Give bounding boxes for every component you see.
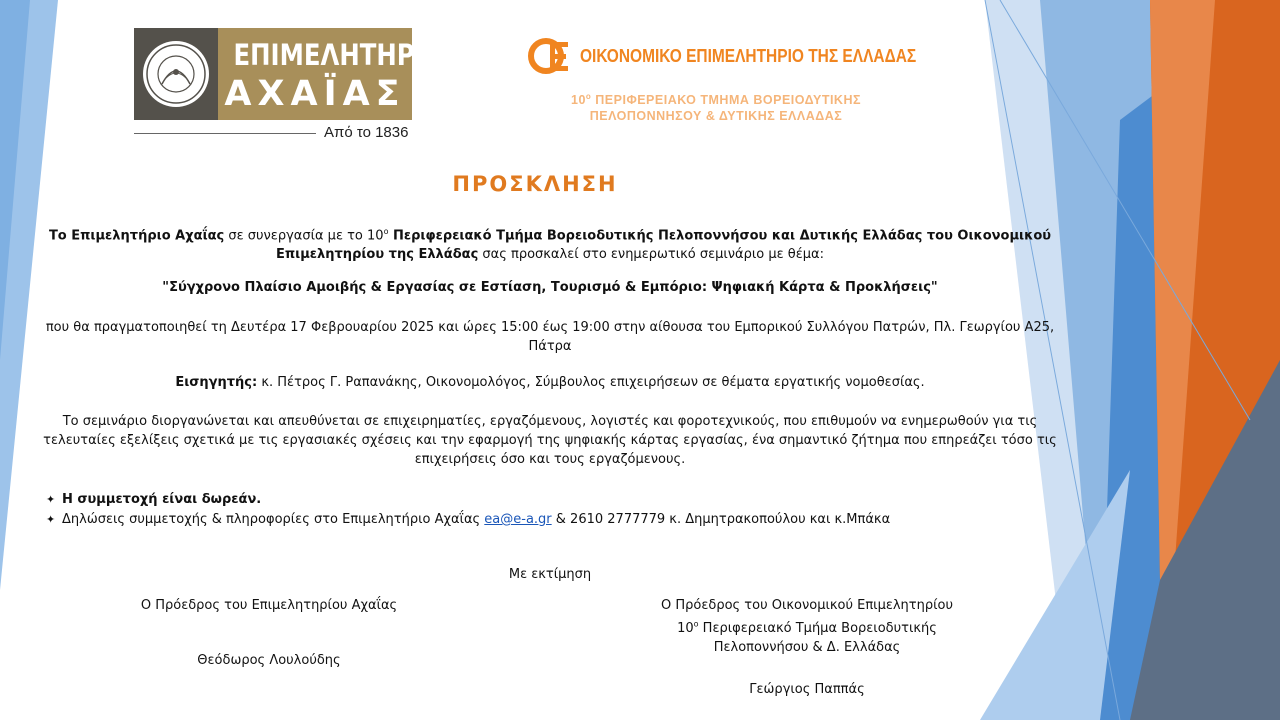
speaker-text: κ. Πέτρος Γ. Ραπανάκης, Οικονομολόγος, Σύμβουλος επιχειρήσεων σε θέματα εργατικής νομοθεσίας. — [257, 375, 925, 390]
signature-left — [84, 596, 454, 670]
oee-logo — [526, 34, 917, 126]
intro-bold-2: Περιφερειακό Τμήμα Βορειοδυτικής Πελοποννήσου και Δυτικής Ελλάδας του Οικονομικού Επιμελητηρίου της Ελλάδας — [276, 228, 1052, 263]
bullet-icon: ✦ — [46, 493, 56, 506]
sig-right-rest: Περιφερειακό Τμήμα Βορειοδυτικής — [698, 621, 937, 637]
oee-sub-sup: ο — [585, 92, 592, 101]
oee-sub-line1 — [526, 92, 906, 107]
invitation-heading: ΠΡΟΣΚΛΗΣΗ — [452, 172, 618, 196]
sig-right-role3: Πελοποννήσου & Δ. Ελλάδας — [713, 640, 901, 656]
intro-text-1: σε συνεργασία με το 10 — [224, 228, 384, 244]
sig-right-num: 10 — [677, 621, 694, 637]
oee-sub-num: 10 — [571, 93, 586, 108]
logo-name-line1: ΕΠΙΜΕΛΗΤΗΡΙΟ — [233, 38, 445, 72]
speaker-label: Εισηγητής: — [175, 375, 258, 390]
closing-text: Με εκτίμηση — [508, 567, 592, 582]
intro-text-2: σας προσκαλεί στο ενημερωτικό σεμινάριο με θέμα: — [478, 247, 824, 263]
bullet-icon: ✦ — [46, 513, 56, 526]
oee-sub-rest: ΠΕΡΙΦΕΡΕΙΑΚΟ ΤΜΗΜΑ ΒΟΡΕΙΟΔΥΤΙΚΗΣ — [591, 93, 861, 108]
event-details: που θα πραγματοποιηθεί τη Δευτέρα 17 Φεβρουαρίου 2025 και ώρες 15:00 έως 19:00 στην αίθουσα του Εμπορικού Συλλόγου Πατρών, Πλ. Γεωργίου Α25, Πάτρα — [45, 320, 1055, 354]
sig-right-sup: ο — [693, 620, 699, 629]
oee-title: ΟΙΚΟΝΟΜΙΚΟ ΕΠΙΜΕΛΗΤΗΡΙΟ ΤΗΣ ΕΛΛΑΔΑΣ — [580, 46, 917, 66]
registration-pre: Δηλώσεις συμμετοχής & πληροφορίες στο Επιμελητήριο Αχαΐας — [62, 512, 485, 527]
logo-since: Από το 1836 — [324, 124, 409, 141]
intro-paragraph — [40, 222, 1060, 264]
name-box — [218, 28, 445, 120]
sig-right-name: Γεώργιος Παππάς — [749, 682, 865, 698]
seminar-topic — [40, 278, 1060, 297]
email-link[interactable]: ea@e-a.gr — [484, 512, 552, 527]
logo-name-line2: ΑΧΑΪΑΣ — [224, 74, 406, 114]
sig-left-role: Ο Πρόεδρος του Επιμελητηρίου Αχαΐας — [140, 598, 398, 613]
oee-sub-line2: ΠΕΛΟΠΟΝΝΗΣΟΥ & ΔΥΤΙΚΗΣ ΕΛΛΑΔΑΣ — [589, 109, 843, 123]
speaker-paragraph — [40, 373, 1060, 392]
about-paragraph: Το σεμινάριο διοργανώνεται και απευθύνεται σε επιχειρηματίες, εργαζόμενους, λογιστές και φοροτεχνικούς, που επιθυμούν να ενημερωθούν για τις τελευταίες εξελίξεις σχετικά με τις εργασιακές σχέσεις και την εφαρμογή της ψηφιακής κάρτας εργασίας, ένα σημαντικό ζήτημα που επηρεάζει τόσο τις επιχειρήσεις όσο και τους εργαζόμενους. — [43, 414, 1057, 467]
bullet-registration — [46, 510, 1006, 530]
logo-rule — [134, 133, 316, 134]
sig-right-role1: Ο Πρόεδρος του Οικονομικού Επιμελητηρίου — [661, 598, 953, 613]
seal-box — [134, 28, 218, 120]
achaia-chamber-logo — [134, 28, 445, 142]
topic-text: "Σύγχρονο Πλαίσιο Αμοιβής & Εργασίας σε Εστίαση, Τουρισμό & Εμπόριο: Ψηφιακή Κάρτα & Προκλήσεις" — [162, 280, 938, 295]
signature-right — [612, 596, 1002, 699]
bullet-free-text: Η συμμετοχή είναι δωρεάν. — [62, 492, 262, 507]
intro-sup: ο — [383, 227, 389, 236]
intro-bold-1: Το Επιμελητήριο Αχαΐας — [48, 228, 225, 244]
sig-right-role2 — [677, 621, 937, 636]
sig-left-name: Θεόδωρος Λουλούδης — [197, 653, 341, 668]
bullet-free — [46, 490, 1006, 510]
registration-post: & 2610 2777779 κ. Δημητρακοπούλου και κ.Μπάκα — [551, 512, 891, 527]
seal-icon — [140, 38, 212, 110]
info-bullets — [46, 490, 1006, 530]
oee-emblem-icon — [526, 34, 576, 84]
